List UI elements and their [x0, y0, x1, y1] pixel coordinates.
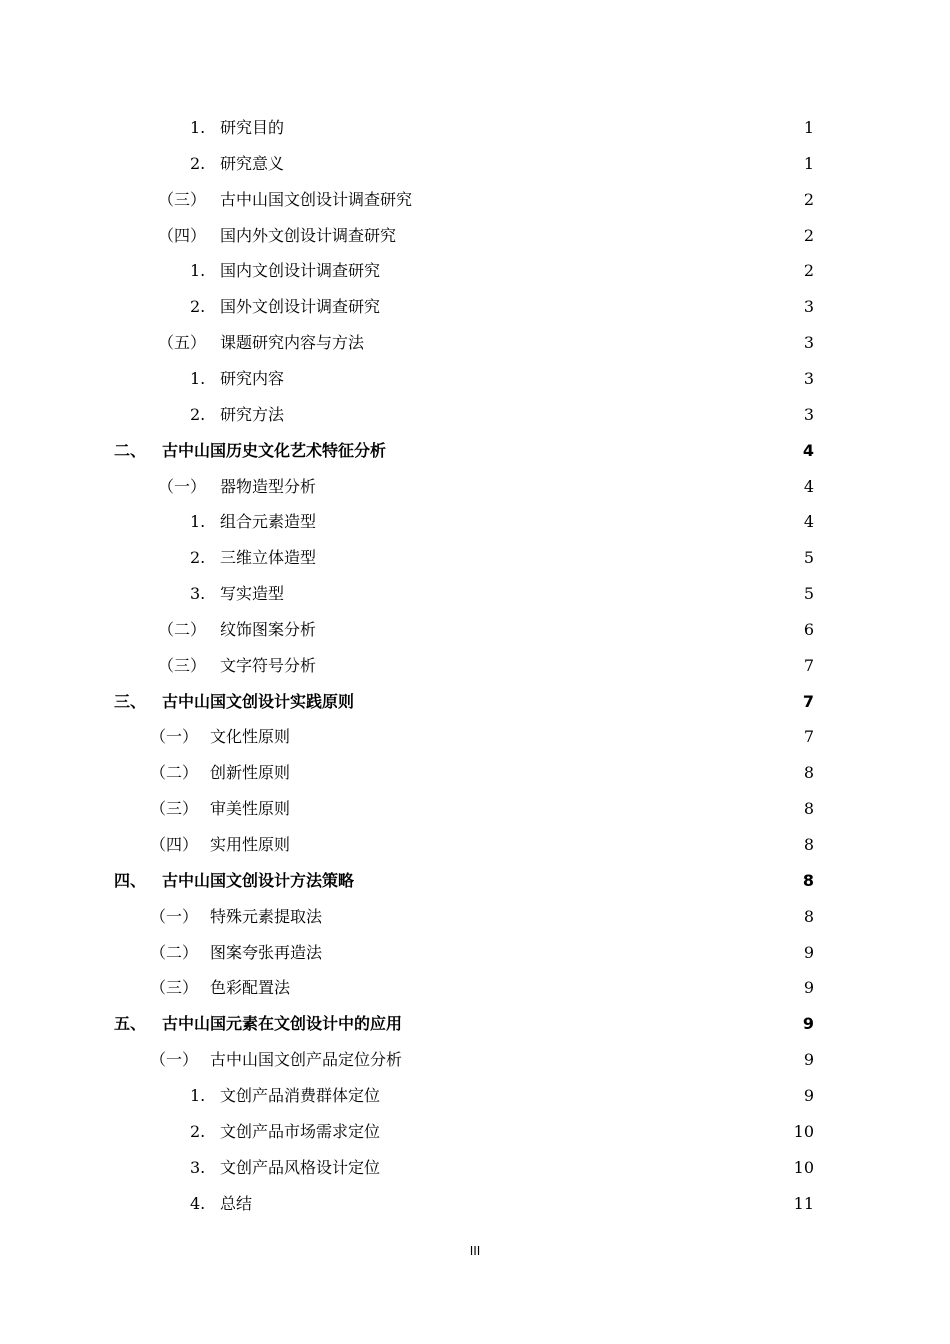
toc-entry-title: 色彩配置法	[210, 978, 291, 998]
toc-entry-number: 四、	[114, 870, 147, 890]
toc-entry-number: 2.	[190, 1121, 206, 1141]
toc-entry-title: 文创产品消费群体定位	[220, 1085, 381, 1105]
toc-entry[interactable]	[190, 579, 814, 609]
toc-entry-title: 特殊元素提取法	[210, 906, 323, 926]
toc-entry-title: 组合元素造型	[220, 512, 317, 532]
toc-entry-title: 研究意义	[220, 153, 285, 173]
toc-entry[interactable]	[190, 400, 814, 430]
toc-entry-title: 总结	[220, 1193, 253, 1213]
toc-entry-title: 古中山国文创设计实践原则	[162, 691, 355, 711]
toc-entry-page: 4	[803, 476, 814, 496]
toc-entry-number: （四）	[150, 835, 199, 854]
toc-entry[interactable]	[150, 1045, 814, 1075]
toc-entry-number: 2.	[190, 548, 206, 568]
toc-entry-page: 8	[803, 906, 814, 926]
toc-entry-page: 9	[803, 978, 814, 998]
toc-entry-page: 8	[802, 870, 814, 890]
toc-entry-title: 国外文创设计调查研究	[220, 297, 381, 317]
toc-entry-page: 4	[803, 512, 814, 532]
toc-entry[interactable]	[150, 938, 814, 968]
toc-entry[interactable]	[190, 543, 814, 573]
toc-entry-title: 写实造型	[220, 584, 285, 604]
toc-entry[interactable]	[150, 722, 814, 752]
toc-entry[interactable]	[114, 866, 814, 896]
toc-entry-page: 3	[803, 333, 814, 353]
toc-entry-title: 研究目的	[220, 118, 285, 137]
toc-entry-number: 二、	[114, 440, 147, 460]
toc-entry-page: 4	[802, 440, 814, 460]
toc-entry-number: 3.	[190, 584, 206, 604]
toc-entry-title: 国内外文创设计调查研究	[220, 225, 397, 245]
toc-entry-title: 古中山国文创产品定位分析	[210, 1050, 403, 1070]
toc-entry[interactable]	[158, 185, 814, 215]
toc-entry[interactable]	[114, 687, 814, 717]
toc-entry-number: （一）	[150, 1050, 199, 1070]
toc-entry-title: 课题研究内容与方法	[220, 333, 365, 353]
toc-entry-number: （一）	[150, 906, 199, 926]
toc-entry-page: 10	[793, 1157, 814, 1177]
toc-entry[interactable]	[190, 292, 814, 322]
toc-entry-page: 7	[802, 691, 814, 711]
toc-entry[interactable]	[190, 256, 814, 286]
toc-entry-title: 古中山国元素在文创设计中的应用	[162, 1014, 403, 1034]
toc-entry-title: 古中山国历史文化艺术特征分析	[162, 440, 387, 460]
toc-entry[interactable]	[150, 830, 814, 860]
toc-entry-number: （三）	[158, 189, 207, 209]
toc-entry-number: （二）	[150, 942, 199, 962]
toc-entry[interactable]	[190, 364, 814, 394]
toc-entry-page: 8	[803, 799, 814, 819]
toc-entry-page: 9	[802, 1014, 814, 1034]
toc-entry[interactable]	[158, 472, 814, 502]
toc-entry-page: 8	[803, 835, 814, 854]
toc-entry[interactable]	[190, 1081, 814, 1111]
toc-entry[interactable]	[150, 794, 814, 824]
toc-entry-number: （三）	[150, 799, 199, 819]
toc-entry-title: 器物造型分析	[220, 476, 317, 496]
toc-entry[interactable]	[114, 436, 814, 466]
toc-entry-number: 五、	[114, 1014, 147, 1034]
toc-entry-page: 2	[803, 225, 814, 245]
toc-entry-page: 1	[803, 118, 814, 137]
toc-entry-title: 国内文创设计调查研究	[220, 261, 381, 281]
toc-entry[interactable]	[190, 1117, 814, 1147]
toc-entry[interactable]	[190, 1153, 814, 1183]
toc-entry-page: 7	[803, 655, 814, 675]
toc-entry-title: 文化性原则	[210, 727, 291, 747]
toc-entry-page: 9	[803, 942, 814, 962]
toc-entry-number: （三）	[150, 978, 199, 998]
toc-entry-page: 2	[803, 189, 814, 209]
toc-entry-number: （三）	[158, 655, 207, 675]
toc-entry-number: 2.	[190, 297, 206, 317]
toc-entry-title: 研究内容	[220, 368, 285, 388]
toc-entry-page: 6	[803, 619, 814, 639]
toc-entry[interactable]	[158, 651, 814, 681]
toc-entry-number: （四）	[158, 225, 207, 245]
toc-entry[interactable]	[158, 615, 814, 645]
toc-entry-title: 研究方法	[220, 404, 285, 424]
toc-entry-page: 10	[793, 1121, 814, 1141]
toc-entry-page: 5	[803, 548, 814, 568]
page-number-footer: III	[469, 1244, 481, 1258]
toc-entry-number: 三、	[114, 691, 147, 711]
toc-entry-page: 5	[803, 584, 814, 604]
toc-entry[interactable]	[158, 328, 814, 358]
toc-entry-title: 古中山国文创设计调查研究	[220, 189, 413, 209]
toc-entry-number: 1.	[190, 512, 206, 532]
toc-entry-title: 实用性原则	[210, 835, 291, 854]
toc-entry-title: 文字符号分析	[220, 655, 317, 675]
toc-entry[interactable]	[150, 758, 814, 788]
toc-entry-number: （一）	[158, 476, 207, 496]
toc-entry-title: 审美性原则	[210, 799, 291, 819]
toc-entry-title: 纹饰图案分析	[220, 619, 317, 639]
toc-entry-page: 9	[803, 1050, 814, 1070]
toc-entry-page: 11	[793, 1193, 814, 1213]
toc-entry-number: 1.	[190, 118, 206, 137]
toc-entry-title: 图案夸张再造法	[210, 942, 323, 962]
toc-entry-page: 8	[803, 763, 814, 783]
toc-entry[interactable]	[190, 507, 814, 537]
toc-entry-page: 1	[803, 153, 814, 173]
toc-entry-number: 4.	[190, 1193, 206, 1213]
toc-entry-number: （二）	[158, 619, 207, 639]
toc-entry-page: 2	[803, 261, 814, 281]
toc-entry-number: （一）	[150, 727, 199, 747]
toc-entry-page: 3	[803, 404, 814, 424]
toc-entry-page: 7	[803, 727, 814, 747]
toc-entry-number: 1.	[190, 1085, 206, 1105]
toc-entry-number: （五）	[158, 333, 207, 353]
toc-entry-title: 创新性原则	[210, 763, 291, 783]
toc-entry-number: 1.	[190, 368, 206, 388]
toc-entry-number: 3.	[190, 1157, 206, 1177]
toc-entry-title: 古中山国文创设计方法策略	[162, 870, 355, 890]
toc-entry[interactable]	[190, 1189, 814, 1219]
toc-entry-page: 9	[803, 1085, 814, 1105]
toc-entry[interactable]	[114, 1009, 814, 1039]
toc-entry-title: 三维立体造型	[220, 548, 317, 568]
toc-entry-page: 3	[803, 297, 814, 317]
toc-entry[interactable]	[150, 902, 814, 932]
toc-entry-page: 3	[803, 368, 814, 388]
toc-entry-number: 2.	[190, 404, 206, 424]
toc-entry-number: （二）	[150, 763, 199, 783]
toc-entry-title: 文创产品市场需求定位	[220, 1121, 381, 1141]
toc-entry[interactable]	[150, 973, 814, 1003]
toc-entry-number: 2.	[190, 153, 206, 173]
toc-entry-title: 文创产品风格设计定位	[220, 1157, 381, 1177]
toc-entry[interactable]	[190, 149, 814, 179]
toc-entry[interactable]	[158, 221, 814, 251]
toc-entry-number: 1.	[190, 261, 206, 281]
toc-entry[interactable]	[190, 113, 814, 143]
